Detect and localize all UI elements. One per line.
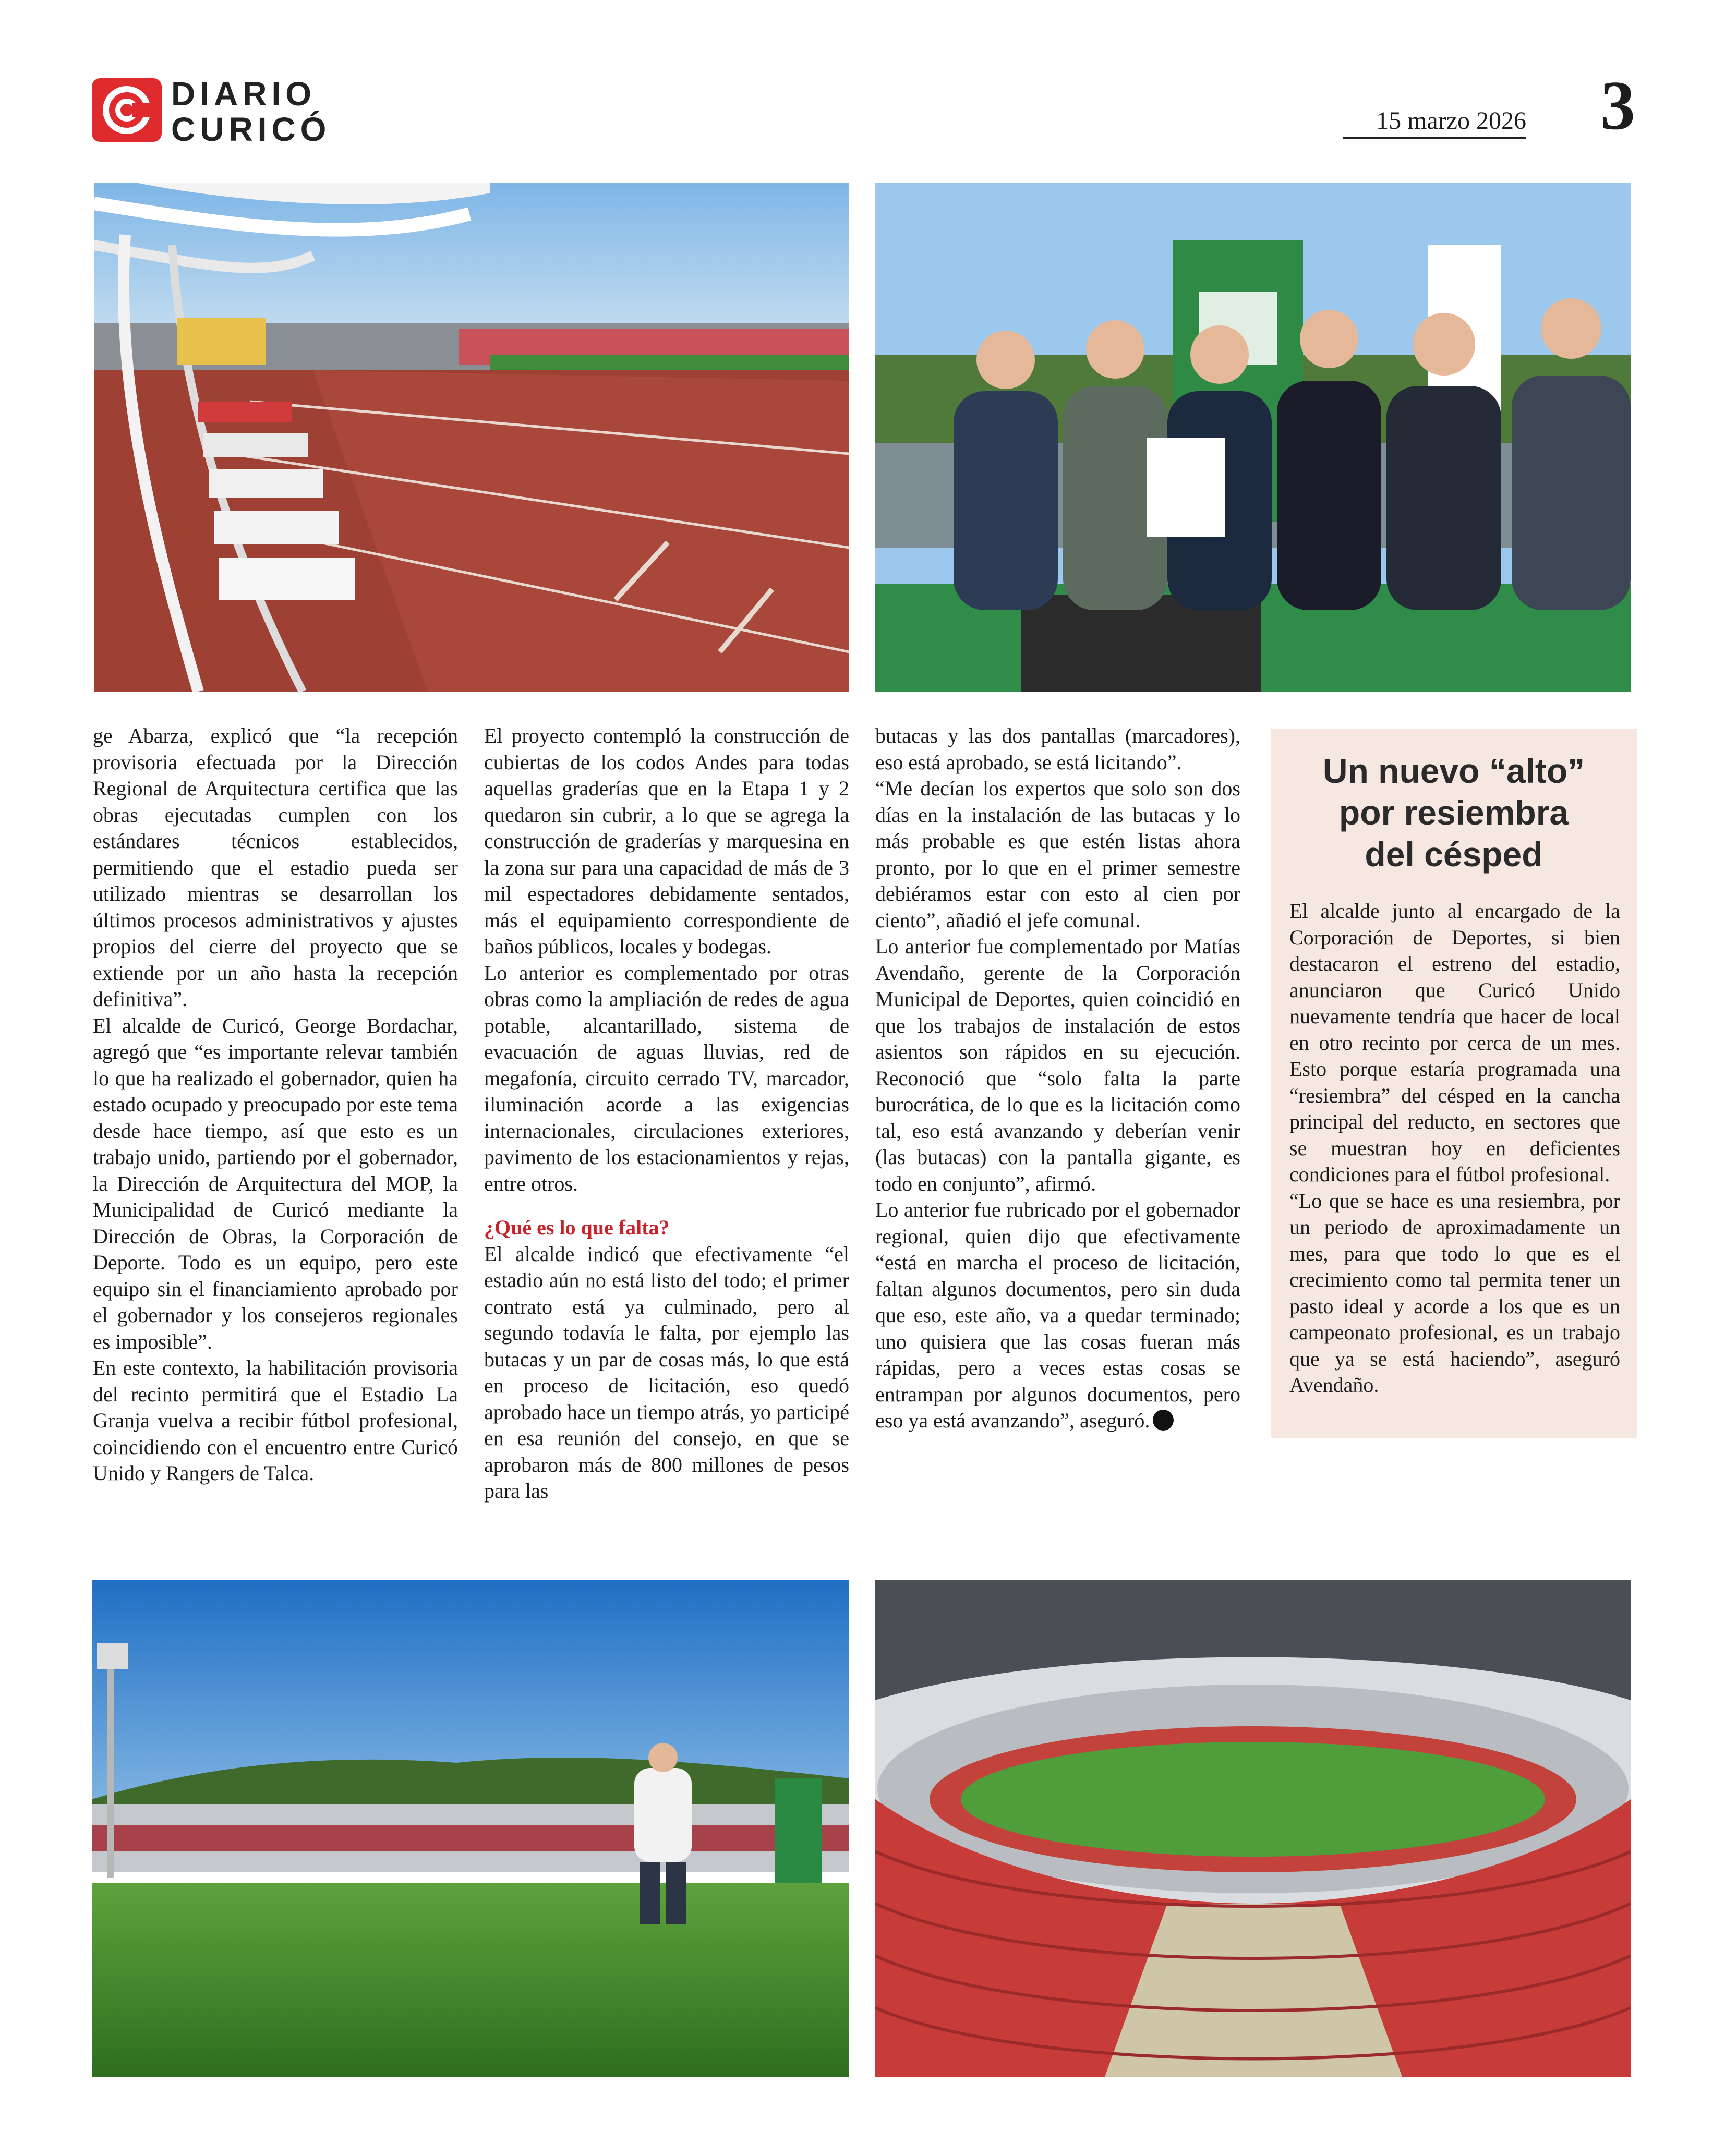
article-column-1 [93,723,458,1487]
sidebar-title-line: Un nuevo “alto” [1322,752,1585,790]
sidebar-title-line: por resiembra [1338,793,1569,832]
issue-date: 15 marzo 2026 [1343,106,1526,139]
logo-wordmark[interactable] [171,76,331,147]
col2-paragraph: El alcalde indicó que efectivamente “el estadio aún no está listo del todo; el primer contrato está ya culminado, pero al segundo todavía le falta, por ejemplo las butacas y un par de cosas más, lo que está en proceso de licitación, eso quedó aprobado hace un tiempo atrás, yo participé en esa reunión del consejo, en que se aprobaron más de 800 millones de pesos para las [484,1242,849,1503]
col3-paragraph: “Me decían los expertos que solo son dos días en la instalación de las butacas y lo más probable es que estén listas ahora pronto, por lo que en el primer semestre debiéramos estar con esto al cien por ciento”, añadió el jefe comunal. [875,777,1240,932]
photo-officials-signing [875,183,1631,692]
photo-fisheye-stadium [875,1580,1631,2077]
col1-paragraph: En este contexto, la habilitación provisoria del recinto permitirá que el Estadio La Granja vuelva a recibir fútbol profesional, coincidiendo con el encuentro entre Curicó Unido y Rangers de Talca. [93,1356,458,1485]
photo-grass-level-stadium [92,1580,849,2077]
logo-line-1: DIARIO [171,75,316,113]
sidebar-body [1289,898,1620,1399]
page-number: 3 [1600,67,1635,144]
sidebar-title [1271,750,1637,875]
photo-stadium-track [94,183,849,692]
col2-paragraph: El proyecto contempló la construcción de cubiertas de los codos Andes para todas aquellas graderías que en la Etapa 1 y 2 quedaron sin cubrir, a lo que se agrega la construcción de graderías y marquesina en la zona sur para una capacidad de más de 3 mil espectadores debidamente sentados, más el equipamiento correspondiente de baños públicos, locales y bodegas. [484,724,849,958]
col1-paragraph: El alcalde de Curicó, George Bordachar, agregó que “es importante relevar también lo que ha realizado el gobernador, quien ha estado ocupado y preocupado por este tema desde hace tiempo, así que esto es un trabajo unido, partiendo por el gobernador, la Dirección de Arquitectura del MOP, la Municipalidad de Curicó mediante la Dirección de Obras, la Corporación de Deporte. Todo es un equipo, pero este equipo sin el financiamiento aprobado por el gobernador y los consejeros regionales es imposible”. [93,1013,458,1353]
col3-paragraph: butacas y las dos pantallas (marcadores), eso está aprobado, se está licitando”. [875,724,1240,774]
col3-last-text: Lo anterior fue rubricado por el gobernador regional, quien dijo que efectivamente “está en marcha el proceso de licitación, faltan algunos documentos, pero sin duda que eso, este año, va a quedar terminado; uno quisiera que las cosas fueran más rápidas, pero a veces estas cosas se entrampan por algunos documentos, pero eso ya está avanzando”, aseguró. [875,1198,1240,1432]
logo-line-2: CURICÓ [171,111,331,148]
sidebar-title-line: del césped [1365,835,1543,874]
sidebar-paragraph: “Lo que se hace es una resiembra, por un periodo de aproximadamente un mes, para que todo lo que es el crecimiento como tal permita tener un pasto ideal y acorde a los que es un campeonato profesional, es un trabajo que ya se está haciendo”, aseguró Avendaño. [1289,1189,1620,1397]
sidebar-paragraph: El alcalde junto al encargado de la Corporación de Deportes, si bien destacaron el estreno del estadio, anunciaron que Curicó Unido nuevamente tendría que hacer de local en otro recinto por cerca de un mes. Esto porque estaría programada una “resiembra” del césped en la cancha principal del reducto, en sectores que se muestran hoy en deficientes condiciones para el fútbol profesional. [1289,899,1620,1186]
col2-paragraph: Lo anterior es complementado por otras obras como la ampliación de redes de agua potable, alcantarillado, sistema de evacuación de aguas lluvias, red de megafonía, circuito cerrado TV, marcador, iluminación acorde a las exigencias internacionales, circulaciones exteriores, pavimento de los estacionamientos y rejas, entre otros. [484,961,849,1195]
col3-paragraph: Lo anterior fue complementado por Matías Avendaño, gerente de la Corporación Municipal de Deportes, quien coincidió en que los trabajos de instalación de estos asientos son rápidos en su ejecución. Reconoció que “solo falta la parte burocrática, de lo que es la licitación como tal, eso está avanzando y deberían venir (las butacas) con la pantalla gigante, es todo en conjunto”, afirmó. [875,935,1240,1195]
col3-paragraph [875,1197,1240,1434]
sidebar-box [1271,729,1637,1438]
article-column-3 [875,723,1240,1434]
end-of-article-icon [1153,1410,1174,1431]
logo-mark-icon [92,78,162,142]
col1-paragraph: ge Abarza, explicó que “la recepción provisoria efectuada por la Dirección Regional de Arquitectura certifica que las obras ejecutadas cumplen con los estándares técnicos establecidos, permitiendo que el estadio pueda ser utilizado mientras se desarrollan los últimos procesos administrativos y ajustes propios del cierre del proyecto que se extiende por un año hasta la recepción definitiva”. [93,724,458,1011]
section-subhead: ¿Qué es lo que falta? [484,1216,670,1239]
article-column-2 [484,723,849,1505]
